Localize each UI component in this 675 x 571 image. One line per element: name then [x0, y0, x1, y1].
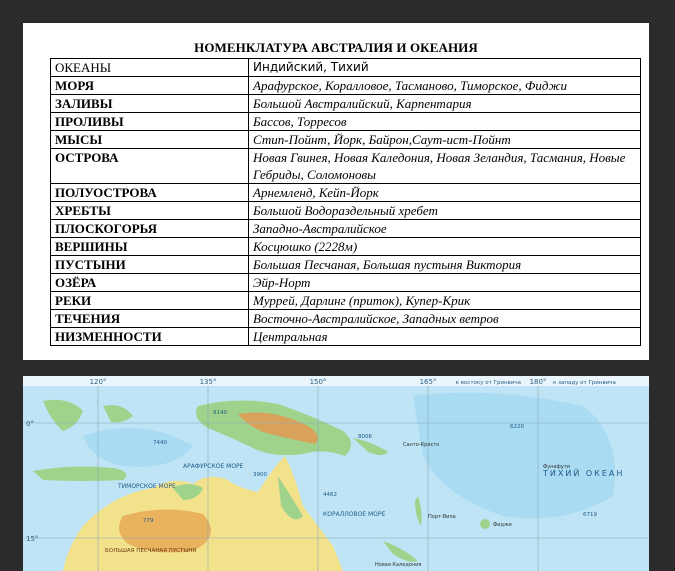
lon-label-150: 150° [309, 378, 327, 386]
east-note: к востоку от Гринвича [455, 380, 521, 386]
row-values: Муррей, Дарлинг (приток), Купер-Крик [249, 292, 641, 310]
row-category: ХРЕБТЫ [51, 202, 249, 220]
row-values: Арафурское, Коралловое, Тасманово, Тиморское, Фиджи [249, 77, 641, 95]
label-coral-sea: КОРАЛЛОВОЕ МОРЕ [323, 511, 386, 518]
lon-label-120: 120° [89, 378, 107, 386]
depth-mark: 6220 [510, 424, 524, 430]
row-values: Новая Гвинея, Новая Каледония, Новая Зеландия, Тасмания, Новые Гебриды, Соломоновы [249, 149, 641, 184]
table-row [51, 202, 641, 220]
table-row [51, 184, 641, 202]
table-row [51, 292, 641, 310]
table-row [51, 77, 641, 95]
table-row [51, 59, 641, 77]
depth-mark: 779 [143, 518, 154, 524]
lat-label-15: 15° [26, 535, 39, 543]
row-category: ОСТРОВА [51, 149, 249, 184]
nomenclature-sheet [23, 23, 649, 360]
lon-label-180: 180° [529, 378, 547, 386]
table-row [51, 310, 641, 328]
row-values: Западно-Австралийское [249, 220, 641, 238]
table-row [51, 328, 641, 346]
table-row [51, 220, 641, 238]
label-great-sandy-desert: БОЛЬШАЯ ПЕСЧАНАЯ ПУСТЫНЯ [105, 548, 197, 554]
map-fiji [480, 519, 490, 529]
row-values: Арнемленд, Кейп-Йорк [249, 184, 641, 202]
map-australia-desert [119, 509, 211, 552]
table-row [51, 95, 641, 113]
row-category: ВЕРШИНЫ [51, 238, 249, 256]
label-port-vila: Порт-Вила [428, 514, 456, 520]
row-category: ПРОЛИВЫ [51, 113, 249, 131]
label-pacific-ocean: ТИХИЙ ОКЕАН [543, 469, 625, 478]
label-timor-sea: ТИМОРСКОЕ МОРЕ [118, 483, 176, 490]
row-category: ПЛОСКОГОРЬЯ [51, 220, 249, 238]
row-category: ЗАЛИВЫ [51, 95, 249, 113]
row-values: Косцюшко (2228м) [249, 238, 641, 256]
row-category: ТЕЧЕНИЯ [51, 310, 249, 328]
lat-label-0: 0° [26, 420, 34, 428]
row-category: МЫСЫ [51, 131, 249, 149]
depth-mark: 6719 [583, 512, 597, 518]
document-title: НОМЕНКЛАТУРА АВСТРАЛИЯ И ОКЕАНИЯ [194, 40, 478, 55]
label-fiji: Фиджи [493, 522, 512, 528]
lon-label-165: 165° [419, 378, 437, 386]
nomenclature-table [50, 58, 641, 346]
row-category: ОЗЁРА [51, 274, 249, 292]
table-row [51, 149, 641, 184]
row-category: МОРЯ [51, 77, 249, 95]
row-values: Индийский, Тихий [249, 59, 641, 77]
map-svg [23, 376, 649, 571]
row-values: Бассов, Торресов [249, 113, 641, 131]
row-category: ПУСТЫНИ [51, 256, 249, 274]
row-values: Эйр-Норт [249, 274, 641, 292]
map-image [23, 376, 649, 571]
depth-mark: 8006 [358, 434, 372, 440]
label-santo-cristo: Санто-Кристо [403, 442, 440, 448]
row-values: Восточно-Австралийское, Западных ветров [249, 310, 641, 328]
row-values: Центральная [249, 328, 641, 346]
west-note: к западу от Гринвича [553, 380, 616, 386]
depth-mark: 4462 [323, 492, 337, 498]
label-new-caledonia: Новая Каледония [375, 562, 422, 568]
row-category: ОКЕАНЫ [51, 59, 249, 77]
row-values: Стип-Пойнт, Йорк, Байрон,Саут-ист-Пойнт [249, 131, 641, 149]
table-row [51, 113, 641, 131]
depth-mark: 9140 [213, 410, 227, 416]
depth-mark: 3900 [253, 472, 267, 478]
label-arafura-sea: АРАФУРСКОЕ МОРЕ [183, 463, 244, 470]
lon-label-135: 135° [199, 378, 217, 386]
label-funafuti: Фунафути [543, 464, 570, 470]
table-row [51, 274, 641, 292]
row-category: ПОЛУОСТРОВА [51, 184, 249, 202]
row-values: Большой Водораздельный хребет [249, 202, 641, 220]
depth-mark: 7440 [153, 440, 167, 446]
row-category: НИЗМЕННОСТИ [51, 328, 249, 346]
row-values: Большая Песчаная, Большая пустыня Виктория [249, 256, 641, 274]
table-row [51, 256, 641, 274]
table-row [51, 238, 641, 256]
row-values: Большой Австралийский, Карпентария [249, 95, 641, 113]
table-row [51, 131, 641, 149]
row-category: РЕКИ [51, 292, 249, 310]
